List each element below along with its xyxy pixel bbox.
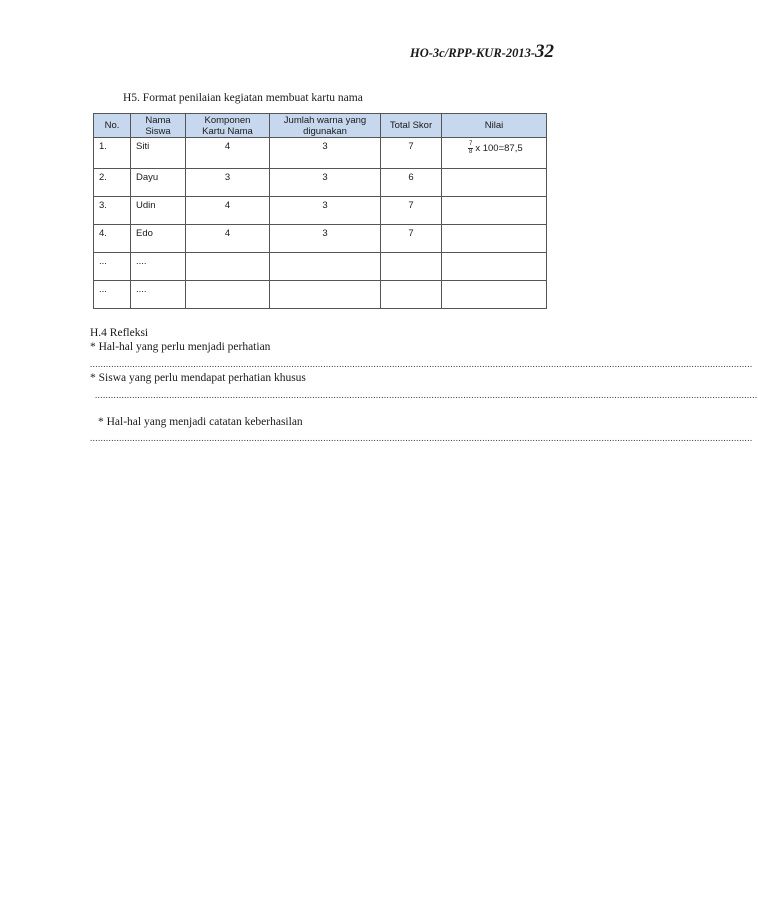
cell-jumlah: 3 (270, 197, 381, 225)
score-fraction: $\frac{7}{8}$ (469, 141, 473, 155)
header-no: No. (94, 114, 131, 138)
header-nama-siswa: Nama Siswa (131, 114, 186, 138)
cell-nilai (442, 169, 547, 197)
cell-total: 6 (381, 169, 442, 197)
cell-jumlah: 3 (270, 225, 381, 253)
cell-nilai (442, 225, 547, 253)
cell-nama: Siti (131, 138, 186, 169)
cell-komponen (186, 281, 270, 309)
cell-jumlah: 3 (270, 169, 381, 197)
cell-komponen: 4 (186, 138, 270, 169)
cell-no: 4. (94, 225, 131, 253)
cell-jumlah (270, 253, 381, 281)
cell-komponen: 4 (186, 225, 270, 253)
page-number: 32 (535, 41, 554, 62)
table-row (94, 138, 547, 169)
cell-no: ... (94, 281, 131, 309)
table-row (94, 169, 547, 197)
cell-total: 7 (381, 197, 442, 225)
cell-no: 1. (94, 138, 131, 169)
cell-nilai (442, 138, 547, 169)
cell-komponen (186, 253, 270, 281)
cell-nama: Edo (131, 225, 186, 253)
cell-nama: .... (131, 281, 186, 309)
cell-komponen: 4 (186, 197, 270, 225)
reflection-item-special-attention: * Siswa yang perlu mendapat perhatian khusus (90, 372, 306, 384)
reflection-item-attention: * Hal-hal yang perlu menjadi perhatian (90, 341, 271, 353)
cell-nama: .... (131, 253, 186, 281)
cell-total: 7 (381, 225, 442, 253)
fill-in-line[interactable]: .......................................................................................................................................................................................................................................................... (90, 433, 753, 443)
cell-nilai (442, 253, 547, 281)
cell-nama: Udin (131, 197, 186, 225)
section-h5-title: H5. Format penilaian kegiatan membuat kartu nama (123, 92, 363, 104)
table-header-row (94, 114, 547, 138)
table-row (94, 225, 547, 253)
cell-no: 2. (94, 169, 131, 197)
cell-komponen: 3 (186, 169, 270, 197)
cell-jumlah: 3 (270, 138, 381, 169)
page-header (410, 41, 554, 63)
table-row (94, 197, 547, 225)
cell-total: 7 (381, 138, 442, 169)
cell-jumlah (270, 281, 381, 309)
cell-nama: Dayu (131, 169, 186, 197)
document-code: HO-3c/RPP-KUR-2013- (410, 46, 535, 60)
cell-total (381, 281, 442, 309)
cell-no: 3. (94, 197, 131, 225)
fill-in-line[interactable]: .......................................................................................................................................................................................................................................................... (90, 359, 753, 369)
header-komponen: Komponen Kartu Nama (186, 114, 270, 138)
assessment-table (93, 113, 547, 309)
header-total-skor: Total Skor (381, 114, 442, 138)
cell-nilai (442, 197, 547, 225)
fill-in-line[interactable]: .......................................................................................................................................................................................................................................................... (95, 390, 758, 400)
header-jumlah-warna: Jumlah warna yang digunakan (270, 114, 381, 138)
header-nilai: Nilai (442, 114, 547, 138)
cell-nilai (442, 281, 547, 309)
cell-no: ... (94, 253, 131, 281)
table-row (94, 253, 547, 281)
reflection-title: H.4 Refleksi (90, 327, 149, 339)
cell-total (381, 253, 442, 281)
reflection-item-success-notes: * Hal-hal yang menjadi catatan keberhasilan (98, 416, 303, 428)
table-row (94, 281, 547, 309)
score-formula: x 100=87,5 (475, 143, 523, 155)
